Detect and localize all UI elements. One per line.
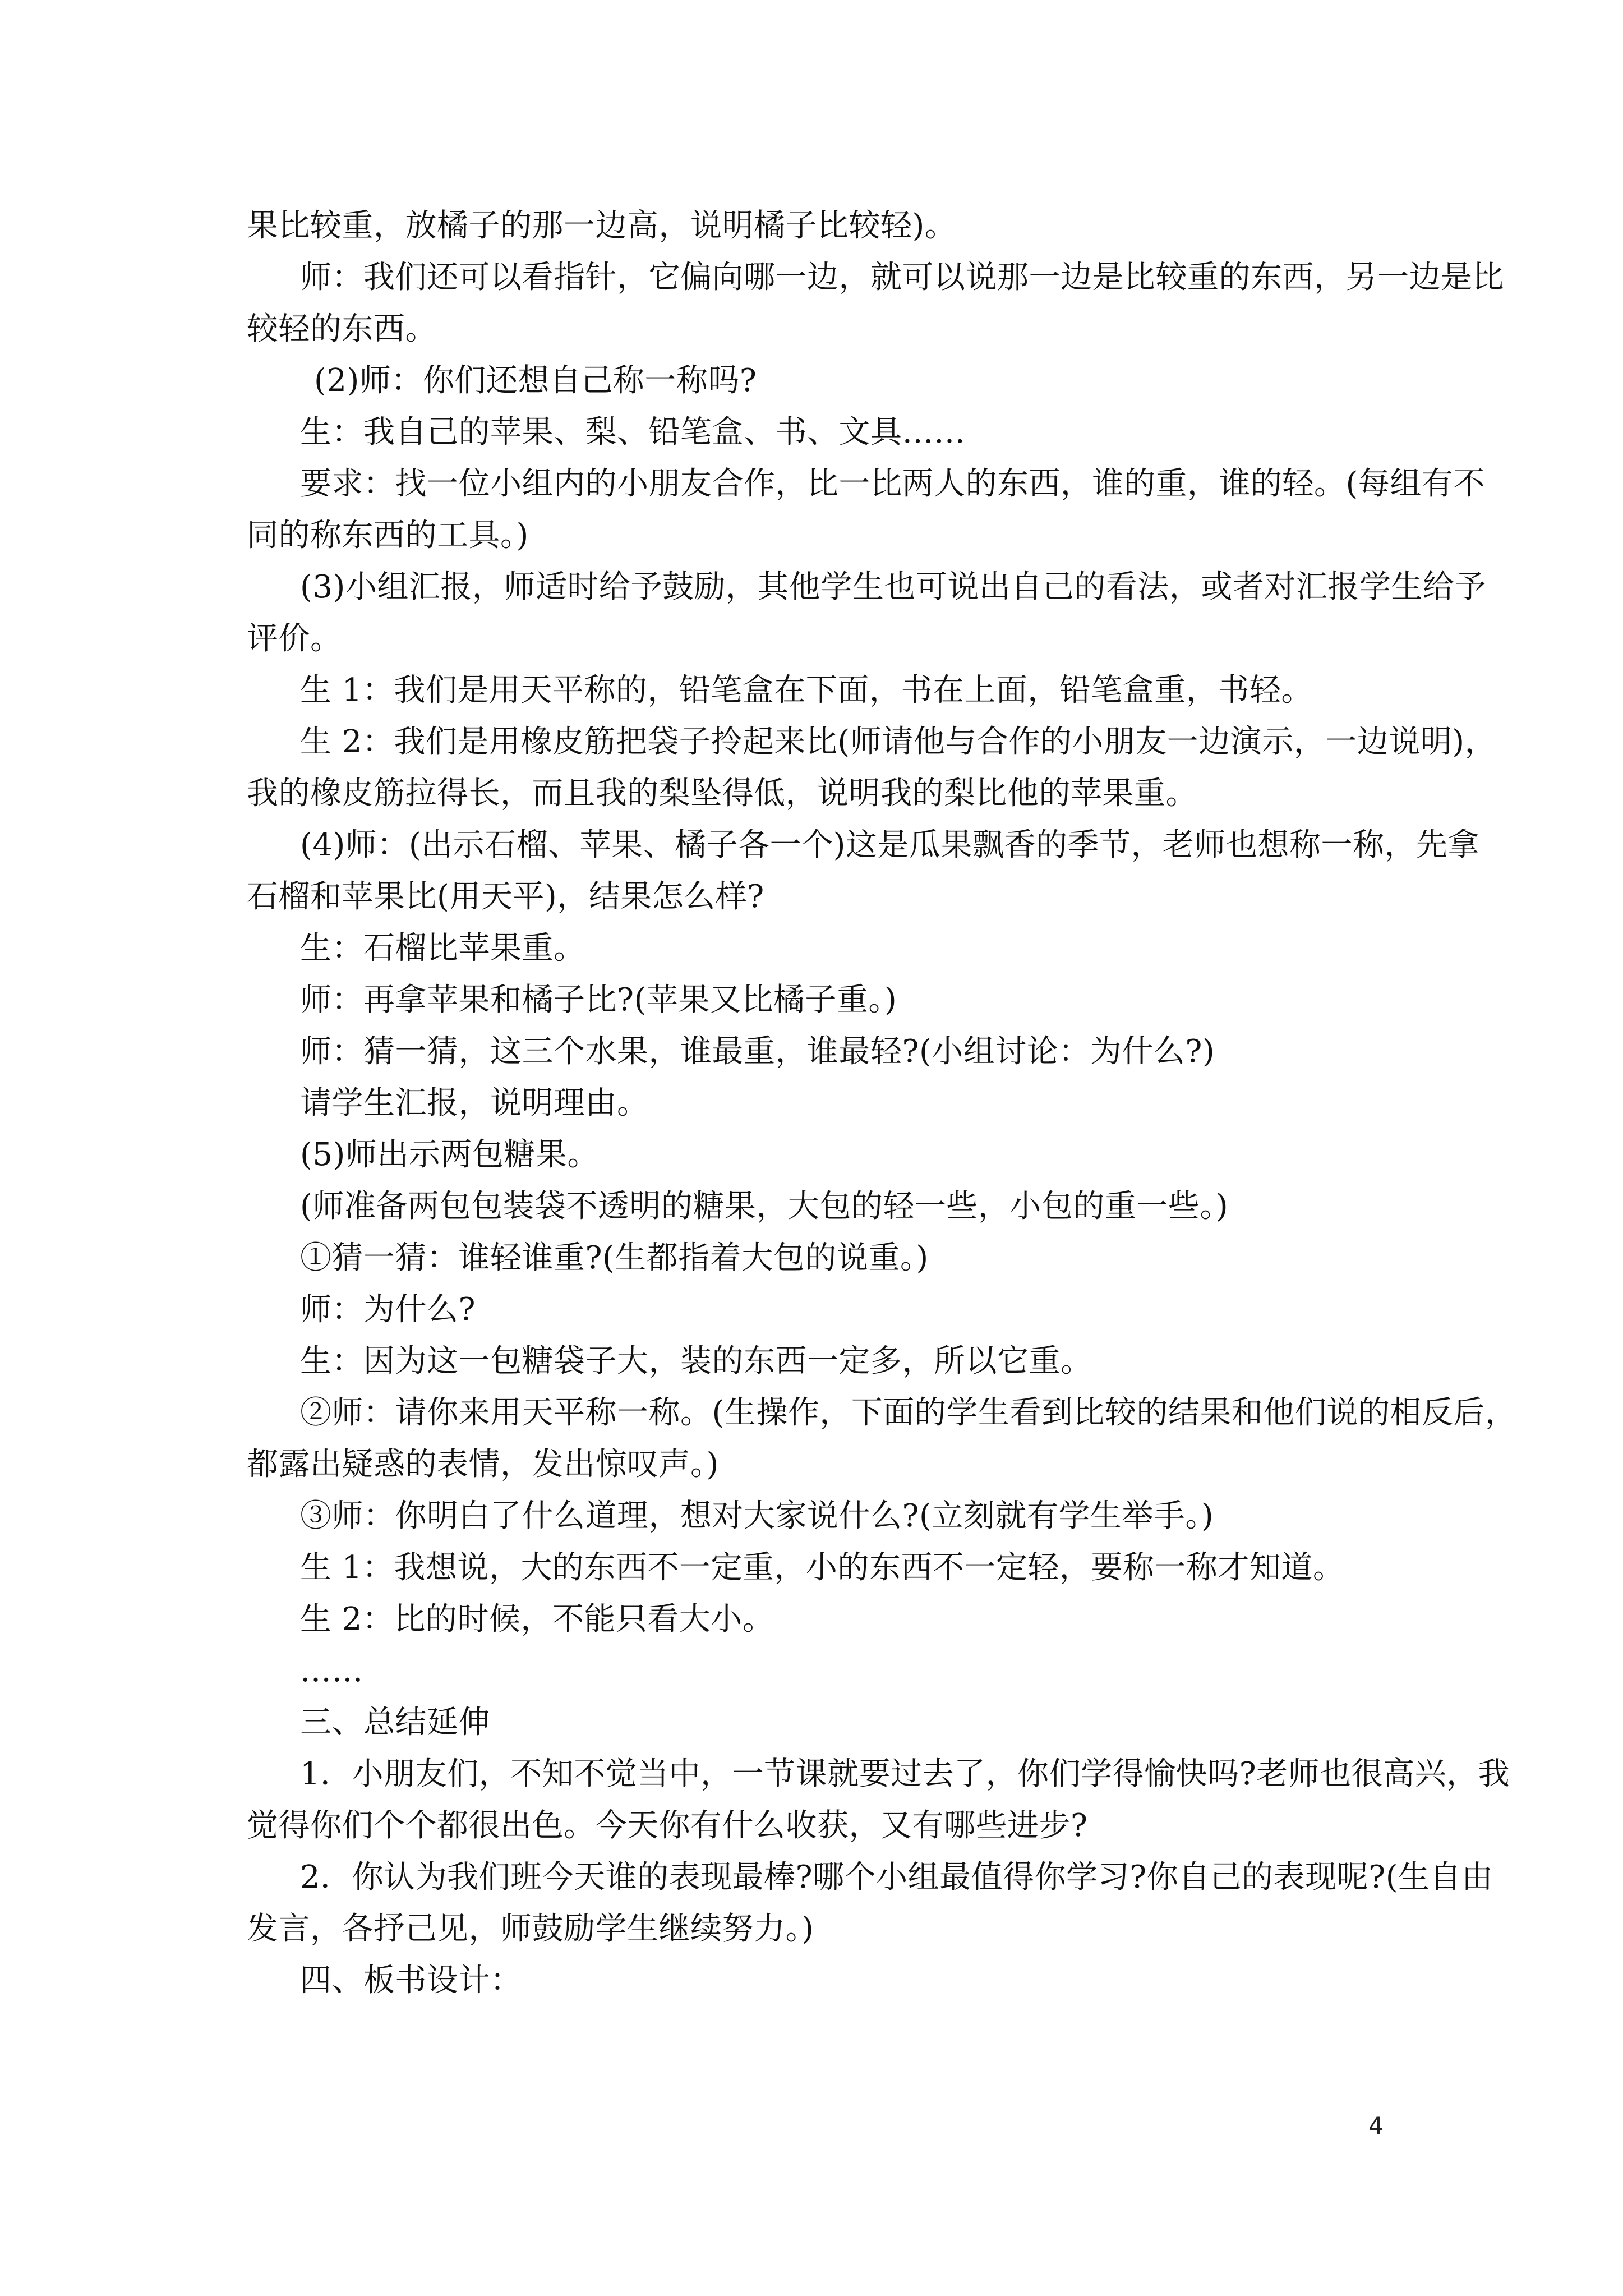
text-line: 较轻的东西。 (247, 311, 437, 347)
text-line: (5)师出示两包糖果。 (300, 1137, 599, 1173)
text-line: 我的橡皮筋拉得长，而且我的梨坠得低，说明我的梨比他的苹果重。 (247, 775, 1197, 812)
text-line: 生 1：我们是用天平称的，铅笔盒在下面，书在上面，铅笔盒重，书轻。 (300, 672, 1313, 708)
text-line: (师准备两包包装袋不透明的糖果，大包的轻一些，小包的重一些。) (300, 1188, 1229, 1225)
text-line: ①猜一猜：谁轻谁重?(生都指着大包的说重。) (300, 1240, 929, 1276)
text-line: 生 1：我想说，大的东西不一定重，小的东西不一定轻，要称一称才知道。 (300, 1549, 1345, 1586)
text-line: (2)师：你们还想自己称一称吗? (314, 362, 757, 399)
text-line: 石榴和苹果比(用天平)，结果怎么样? (247, 878, 764, 915)
text-line: 发言，各抒己见，师鼓励学生继续努力。) (247, 1911, 814, 1947)
text-line: ②师：请你来用天平称一称。(生操作，下面的学生看到比较的结果和他们说的相反后， (300, 1395, 1517, 1431)
text-line: 要求：找一位小组内的小朋友合作，比一比两人的东西，谁的重，谁的轻。(每组有不 (300, 466, 1485, 502)
text-line: 都露出疑惑的表情，发出惊叹声。) (247, 1446, 719, 1483)
section-heading: 三、总结延伸 (300, 1704, 490, 1741)
text-line: 评价。 (247, 620, 342, 657)
text-line: 师：再拿苹果和橘子比?(苹果又比橘子重。) (300, 982, 897, 1018)
text-line: ③师：你明白了什么道理，想对大家说什么?(立刻就有学生举手。) (300, 1498, 1214, 1534)
text-line: …… (300, 1653, 363, 1689)
page-number: 4 (1368, 2112, 1384, 2139)
text-line: 生 2：我们是用橡皮筋把袋子拎起来比(师请他与合作的小朋友一边演示，一边说明)， (300, 724, 1497, 760)
text-line: 师：我们还可以看指针，它偏向哪一边，就可以说那一边是比较重的东西，另一边是比 (300, 259, 1504, 296)
text-line: 师：为什么? (300, 1291, 476, 1328)
text-line: 生：我自己的苹果、梨、铅笔盒、书、文具…… (300, 414, 966, 450)
text-line: 1．小朋友们，不知不觉当中，一节课就要过去了，你们学得愉快吗?老师也很高兴，我 (300, 1756, 1510, 1792)
text-line: 师：猜一猜，这三个水果，谁最重，谁最轻?(小组讨论：为什么?) (300, 1033, 1215, 1070)
text-line: 生 2：比的时候，不能只看大小。 (300, 1601, 774, 1637)
text-line: 生：石榴比苹果重。 (300, 930, 585, 967)
section-heading: 四、板书设计： (300, 1962, 522, 1999)
text-line: 生：因为这一包糖袋子大，装的东西一定多，所以它重。 (300, 1343, 1092, 1379)
text-line: 果比较重，放橘子的那一边高，说明橘子比较轻)。 (247, 208, 957, 244)
text-line: 同的称东西的工具。) (247, 517, 529, 554)
text-line: (3)小组汇报，师适时给予鼓励，其他学生也可说出自己的看法，或者对汇报学生给予 (300, 569, 1486, 605)
text-line: 觉得你们个个都很出色。今天你有什么收获，又有哪些进步? (247, 1807, 1088, 1844)
text-line: 请学生汇报，说明理由。 (300, 1085, 649, 1121)
text-line: (4)师：(出示石榴、苹果、橘子各一个)这是瓜果飘香的季节，老师也想称一称，先拿 (300, 827, 1480, 863)
text-line: 2．你认为我们班今天谁的表现最棒?哪个小组最值得你学习?你自己的表现呢?(生自由 (300, 1859, 1493, 1895)
